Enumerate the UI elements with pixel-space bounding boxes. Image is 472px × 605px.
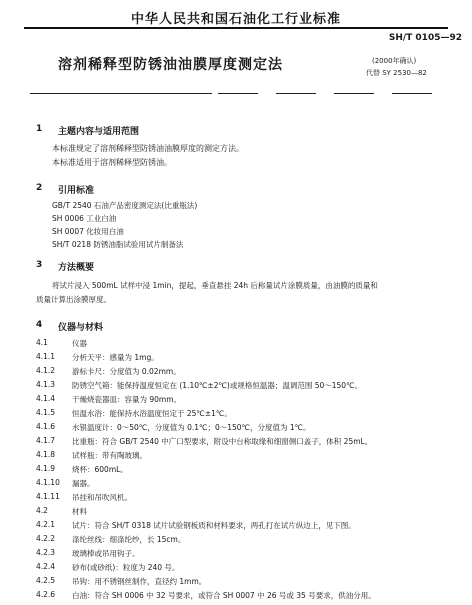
- clause-text: 试样瓶：带有陶玻璃。: [72, 451, 147, 460]
- reference-item: SH/T 0218 防锈油脂试验用试片制备法: [52, 240, 184, 249]
- section-2-number: 2: [36, 183, 43, 193]
- clause-text: 试片：符合 SH/T 0318 试片试验钢板质和材料要求，两孔打在试片纵边上，见下图。: [72, 521, 356, 530]
- clause-number: 4.2.4: [36, 562, 56, 571]
- clause-text: 玻璃棒或吊用钩子。: [72, 549, 140, 558]
- clause-number: 4.1.4: [36, 394, 56, 403]
- header-divider: [24, 27, 448, 29]
- section-1-paragraph-2: 本标准适用于溶剂稀释型防锈油。: [52, 158, 172, 167]
- clause-text: 恒温水浴：能保持水浴温度恒定于 25℃±1℃。: [72, 409, 232, 418]
- org-title: 中华人民共和国石油化工行业标准: [130, 12, 341, 27]
- clause-number: 4.1.7: [36, 436, 56, 445]
- clause-number: 4.1: [36, 338, 48, 347]
- document-title: 溶剂稀释型防锈油油膜厚度测定法: [58, 57, 283, 73]
- clause-text: 烧杯：600mL。: [72, 465, 128, 474]
- clause-text: 分析天平：感量为 1mg。: [72, 353, 159, 362]
- clause-text: 白油：符合 SH 0006 中 32 号要求，或符合 SH 0007 中 26 号或 35 号要求，供油分用。: [72, 591, 376, 600]
- title-rule-2: [218, 93, 258, 94]
- clause-number: 4.2.5: [36, 576, 56, 585]
- section-2-title: 引用标准: [58, 186, 95, 196]
- clause-number: 4.2.1: [36, 520, 56, 529]
- clause-number: 4.1.9: [36, 464, 56, 473]
- reference-item: SH 0007 化妆用白油: [52, 227, 124, 236]
- clause-number: 4.1.6: [36, 422, 56, 431]
- section-3-title: 方法概要: [58, 263, 95, 273]
- title-rule-1: [30, 93, 212, 94]
- clause-text: 干燥烧瓷器皿：容量为 90mm。: [72, 395, 182, 404]
- clause-text: 仪器: [72, 339, 87, 348]
- clause-number: 4.1.1: [36, 352, 56, 361]
- section-3-paragraph-2: 质量计算出涂膜厚度。: [36, 295, 111, 304]
- section-1-number: 1: [36, 124, 43, 134]
- title-rule-3: [276, 93, 316, 94]
- clause-text: 水银温度计：0～50℃，分度值为 0.1℃；0～150℃，分度值为 1℃。: [72, 423, 311, 432]
- clause-text: 涤纶丝线：细涤纶纱，长 15cm。: [72, 535, 186, 544]
- reference-item: SH 0006 工业白油: [52, 214, 117, 223]
- clause-text: 防锈空气箱：能保持温度恒定在 (1.10℃±2℃)或规格恒温器；温调范围 50～150℃。: [72, 381, 363, 390]
- clause-text: 砂布(或砂纸)：粒度为 240 号。: [72, 563, 180, 572]
- reference-item: GB/T 2540 石油产品密度测定法(比重瓶法): [52, 201, 198, 210]
- clause-number: 4.1.3: [36, 380, 56, 389]
- clause-text: 漏器。: [72, 479, 95, 488]
- section-1-title: 主题内容与适用范围: [58, 127, 140, 137]
- standard-number: SH/T 0105—92: [388, 33, 462, 43]
- clause-text: 比重瓶：符合 GB/T 2540 中广口型要求，附设中台称取缘和细窗侧口盖子，体积 25mL。: [72, 437, 373, 446]
- clause-text: 游标卡尺：分度值为 0.02mm。: [72, 367, 181, 376]
- section-3-number: 3: [36, 260, 43, 270]
- clause-number: 4.1.8: [36, 450, 56, 459]
- clause-number: 4.2.2: [36, 534, 56, 543]
- section-4-number: 4: [36, 320, 43, 330]
- clause-text: 材料: [72, 507, 87, 516]
- clause-number: 4.1.10: [36, 478, 60, 487]
- clause-number: 4.1.5: [36, 408, 56, 417]
- title-rule-5: [392, 93, 432, 94]
- title-rule-4: [334, 93, 374, 94]
- clause-text: 吊挂和吊吹风机。: [72, 493, 132, 502]
- clause-text: 吊钩：用不锈钢丝制作，直径约 1mm。: [72, 577, 207, 586]
- section-4-title: 仪器与材料: [58, 323, 104, 333]
- confirmation-year: (2000年确认): [372, 57, 417, 65]
- clause-number: 4.2: [36, 506, 48, 515]
- clause-number: 4.2.6: [36, 590, 56, 599]
- clause-number: 4.2.3: [36, 548, 56, 557]
- replaces-standard: 代替 SY 2530—82: [366, 69, 427, 77]
- clause-number: 4.1.2: [36, 366, 56, 375]
- section-1-paragraph-1: 本标准规定了溶剂稀释型防锈油油膜厚度的测定方法。: [52, 144, 244, 153]
- clause-number: 4.1.11: [36, 492, 60, 501]
- section-3-paragraph-1: 将试片浸入 500mL 试样中浸 1min，提起，垂直悬挂 24h 后称量试片涂膜质量，由油膜的质量和: [52, 281, 378, 290]
